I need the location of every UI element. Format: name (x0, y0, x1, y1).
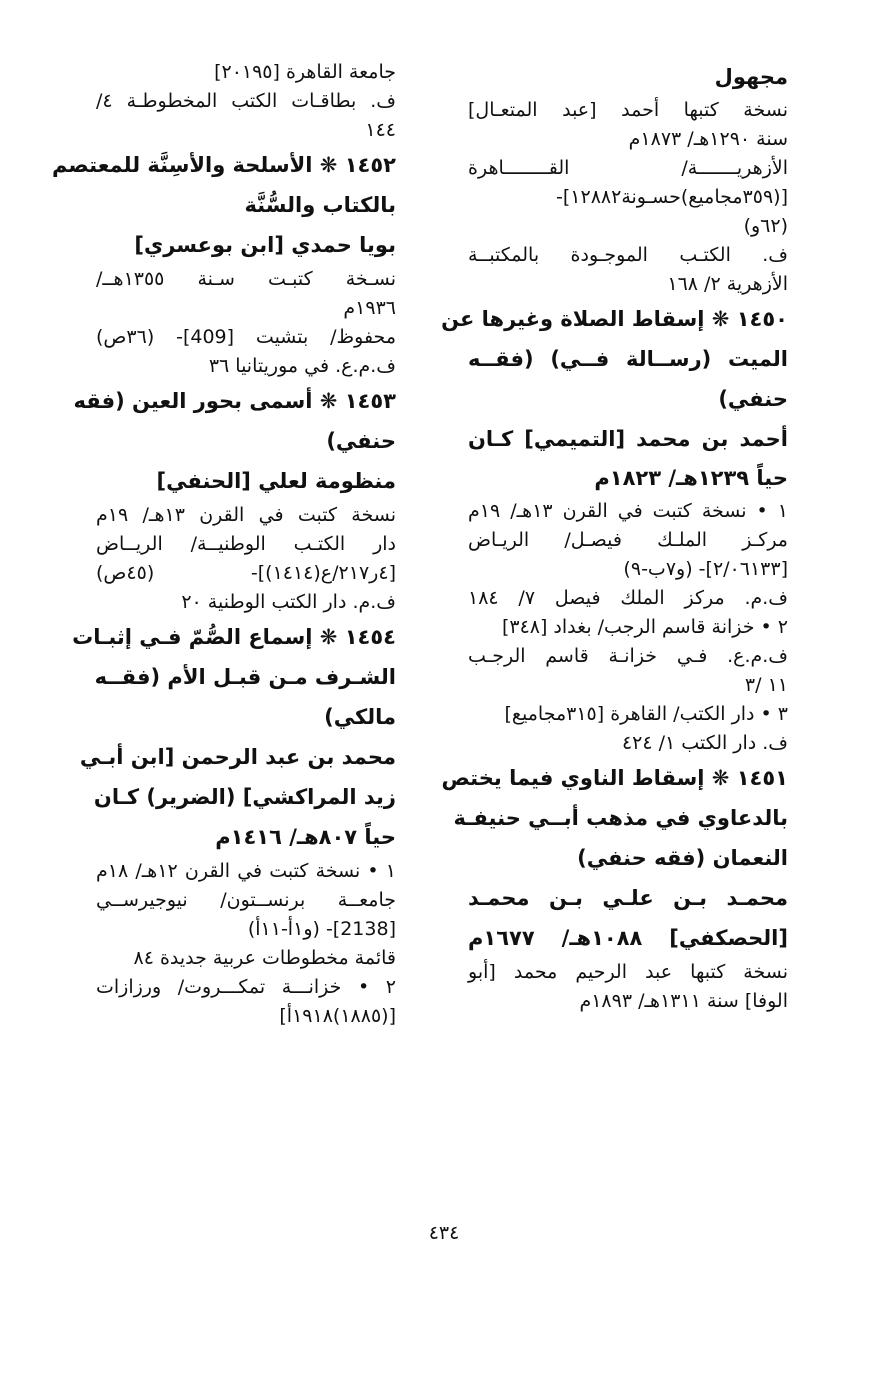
right-column-line: سنة ١٢٩٠هـ/ ١٨٧٣م (628, 128, 788, 150)
left-column-line: ف.م. دار الكتب الوطنية ٢٠ (181, 591, 396, 613)
right-column-line: ف. الكتـب الموجـودة بالمكتبــة (468, 244, 788, 266)
left-column-line: محمد بن عبد الرحمن [ابن أبـي (79, 745, 396, 769)
left-column-line: زيد المراكشي] (الضرير) كـان (93, 785, 396, 809)
right-column-line: نسخة كتبها عبد الرحيم محمد [أبو (468, 961, 788, 983)
right-column-line: ف.م. مركز الملك فيصل ٧/ ١٨٤ (468, 587, 788, 609)
right-column-line: ٢ • خزانة قاسم الرجب/ بغداد [٣٤٨] (501, 616, 788, 638)
right-column-line: [٢/٠٦١٣٣]- (و٧ب-٩) (623, 558, 788, 580)
right-column-line: [(٣٥٩مجاميع)حسـونة١٢٨٨٢]- (556, 186, 788, 208)
right-column-line: محمـد بـن علـي بـن محمـد (468, 886, 788, 910)
right-column-line: بالدعاوي في مذهب أبــي حنيفـة (453, 806, 788, 830)
left-column-line: ١٤٥٤ ❋ إسماع الصُّمّ فـي إثبـات (72, 625, 396, 649)
right-column-line: الأزهريـــــــة/ القــــــــاهرة (468, 157, 788, 179)
left-column-line: محفوظ/ بتشيت [409]- (٣٦ص) (96, 326, 396, 348)
left-column-line: حياً ٨٠٧هـ/ ١٤١٦م (215, 825, 396, 849)
left-column-line: ف. بطاقـات الكتب المخطوطـة ٤/ (96, 90, 396, 112)
page-number: ٤٣٤ (428, 1222, 460, 1244)
right-column-line: (٦٢و) (743, 215, 788, 237)
left-column-line: دار الكتـب الوطنيــة/ الريــاض (96, 533, 396, 555)
right-column-line: ف. دار الكتب ١/ ٤٢٤ (621, 732, 788, 754)
left-column-line: جامعة القاهرة [٢٠١٩٥] (214, 61, 396, 83)
left-column-line: بويا حمدي [ابن بوعسري] (134, 233, 396, 257)
left-column (51, 58, 397, 1031)
left-column-line: نسخة كتبت في القرن ١٣هـ/ ١٩م (96, 504, 396, 526)
right-column-line: النعمان (فقه حنفي) (577, 846, 788, 870)
left-column-line: ١٤٥٢ ❋ الأسلحة والأسِنَّة للمعتصم (51, 153, 396, 177)
left-column-line: ١٤٤ (365, 119, 396, 141)
right-column-line: الوفا] سنة ١٣١١هـ/ ١٨٩٣م (579, 990, 788, 1012)
left-column-line: حنفي) (326, 429, 396, 453)
left-column-line: [٤ر٢١٧/ع(١٤١٤)]- (٤٥ص) (96, 562, 396, 584)
left-column-line: جامعــة برنســتون/ نيوجيرســي (96, 889, 396, 911)
right-column (441, 58, 788, 1016)
right-column-line: مجهول (714, 65, 788, 89)
left-column-line: [2138]- (و١أ-١١أ) (247, 918, 396, 940)
right-column-line: ١ • نسخة كتبت في القرن ١٣هـ/ ١٩م (468, 500, 788, 522)
left-column-line: ١ • نسخة كتبت في القرن ١٢هـ/ ١٨م (96, 860, 397, 882)
left-column-line: ف.م.ع. في موريتانيا ٣٦ (208, 355, 396, 377)
right-column-line: ١٤٥١ ❋ إسقاط الناوي فيما يختص (441, 766, 788, 790)
left-column-line: ١٤٥٣ ❋ أسمى بحور العين (فقه (73, 389, 396, 413)
left-column-line: مالكي) (324, 705, 396, 729)
right-column-line: [الحصكفي] ١٠٨٨هـ/ ١٦٧٧م (468, 926, 788, 950)
right-column-line: حنفي) (718, 387, 788, 411)
left-column-line: نسـخة كتبـت سـنة ١٣٥٥هــ/ (96, 268, 396, 290)
left-column-line: ٢ • خزانـــة تمكـــروت/ ورزازات (96, 976, 396, 998)
left-column-line: قائمة مخطوطات عربية جديدة ٨٤ (133, 947, 396, 969)
right-column-line: نسخة كتبها أحمد [عبد المتعـال] (468, 99, 788, 121)
left-column-line: ١٩٣٦م (343, 297, 396, 319)
right-column-line: الأزهرية ٢/ ١٦٨ (667, 273, 788, 295)
right-column-line: حياً ١٢٣٩هـ/ ١٨٢٣م (594, 466, 788, 490)
right-column-line: ف.م.ع. فـي خزانـة قاسم الرجـب (468, 645, 788, 667)
right-column-line: أحمد بن محمد [التميمي] كـان (468, 427, 788, 451)
right-column-line: ١١ /٣ (744, 674, 788, 696)
left-column-line: بالكتاب والسُّنَّة (244, 193, 396, 217)
right-column-line: ١٤٥٠ ❋ إسقاط الصلاة وغيرها عن (441, 307, 788, 331)
right-column-line: مركـز الملـك فيصـل/ الريـاض (468, 529, 788, 551)
left-column-line: [(١٨٨٥)١٩١٨أ] (279, 1005, 396, 1027)
left-column-line: الشـرف مـن قبـل الأم (فقــه (94, 665, 396, 689)
left-column-line: منظومة لعلي [الحنفي] (156, 469, 396, 493)
right-column-line: ٣ • دار الكتب/ القاهرة [٣١٥مجاميع] (504, 703, 788, 725)
right-column-line: الميت (رســالة فــي) (فقــه (468, 347, 788, 371)
